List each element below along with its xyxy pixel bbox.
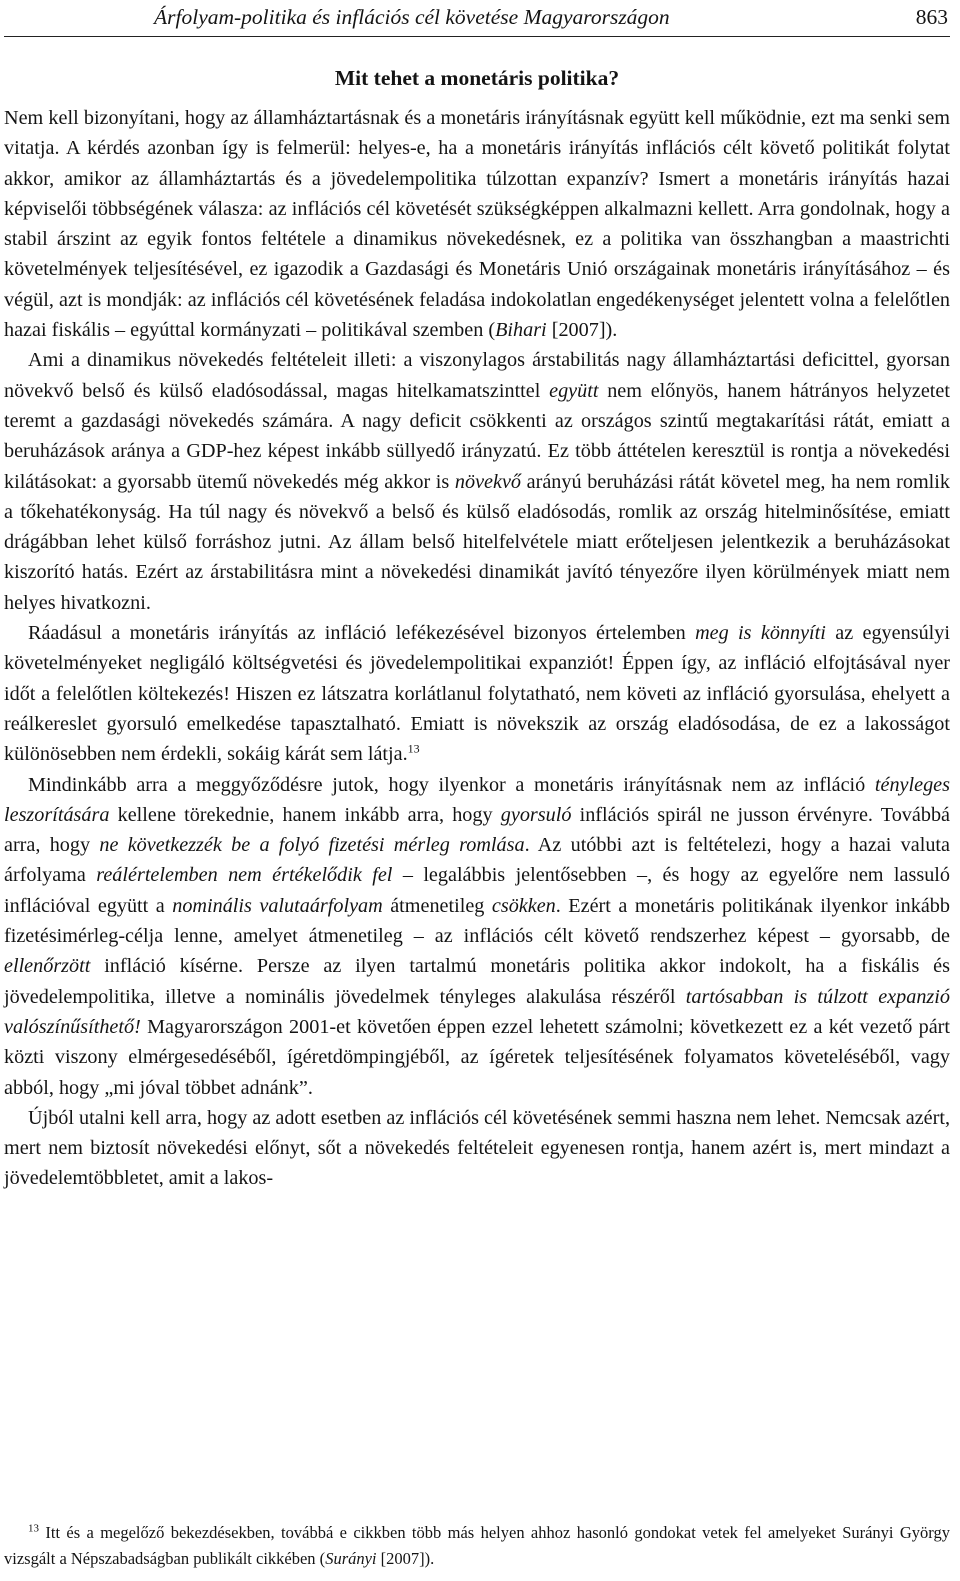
text-run: Itt és a megelőző bekezdésekben, továbbá e cikkben több más helyen ahhoz hasonló gondokat vetek fel amelyeket Surányi György vizsgált a Népszabadságban publikált cikkében (	[4, 1523, 950, 1568]
text-run: Nem kell bizonyítani, hogy az államháztartásnak és a monetáris irányításnak együtt kell működnie, ezt ma senki sem vitatja. A kérdés azonban így is felmerül: helyes-e, ha a monetáris irányítás inflációs célt követő politikát folytat akkor, amikor az államháztartás és a jövedelempolitika túlzottan expanzív? Ismert a monetáris irányítás hazai képviselői többségének válasza: az inflációs cél követését szükségképpen alkalmazni kellett. Arra gondolnak, hogy a stabil árszint az egyik fontos feltétele a dinamikus növekedésnek, ez a politika van összhangban a maastrichti követelmények teljesítésével, ez igazodik a Gazdasági és Monetáris Unió országainak monetáris irányításához – és végül, azt is mondják: az inflációs cél követésének feladása indokolatlan engedékenységet jelentett volna a felelőtlen hazai fiskális – egyúttal kormányzati – politikával szemben (	[4, 107, 950, 342]
running-title: Árfolyam-politika és inflációs cél követése Magyarországon	[154, 5, 670, 29]
footnote-ref: 13	[407, 741, 420, 756]
text-run: nem előnyös, hanem hátrányos helyzetet teremt a gazdasági növekedés számára. A nagy deficit csökkenti az országos szintű megtakarítási rátát, emiatt a beruházások aránya a GDP-hez képest inkább süllyedő irányzatú. Ez több áttételen keresztül is rontja a növekedési kilátásokat: a gyorsabb ütemű növekedés még akkor is	[4, 379, 950, 493]
paragraph	[4, 103, 950, 345]
section-title: Mit tehet a monetáris politika?	[334, 66, 620, 90]
text-run: . Ezért a monetáris politikának ilyenkor inkább fizetésimérleg-célja lenne, amelyet átmenetileg – az inflációs célt követő rendszerhez képest – gyorsabb, de	[4, 894, 950, 948]
text-run: inflációs spirál ne jusson érvényre. Továbbá arra, hogy	[4, 803, 950, 857]
text-run: Magyarországon 2001-et követően éppen ezzel lehetett számolni; következett ez a két vezető párt közti viszony elmérgesedéséből, ígéretdömpingjéből, az ígéretek teljesítésének folyamatos követeléséből, vagy abból, hogy „mi jóval többet adnánk”.	[4, 1015, 950, 1099]
text-run: Ráadásul a monetáris irányítás az infláció lefékezésével bizonyos értelemben	[28, 622, 696, 645]
emphasis-text: csökken	[491, 894, 556, 917]
page-number: 863	[915, 5, 948, 29]
emphasis-text: tényleges leszorítására	[4, 773, 950, 826]
text-run: . Az utóbbi azt is feltételezi, hogy a hazai valuta árfolyama	[4, 834, 951, 887]
paragraph	[4, 770, 950, 1103]
emphasis-text: Bihari	[495, 319, 547, 342]
emphasis-text: együtt	[549, 379, 599, 402]
footnote-area	[4, 1520, 950, 1572]
text-run: Újból utalni kell arra, hogy az adott esetben az inflációs cél követésének semmi haszna nem lehet. Nemcsak azért, mert nem biztosít növekedési előnyt, sőt a növekedés feltételeit egyenesen rontja, hanem azért is, mert mindazt a jövedelemtöbbletet, amit a lakos-	[4, 1106, 950, 1190]
emphasis-text: Surányi	[325, 1549, 377, 1568]
emphasis-text: növekvő	[454, 470, 522, 493]
emphasis-text: reálértelemben nem értékelődik fel	[96, 864, 393, 887]
body-text	[4, 103, 950, 1194]
text-run: Ami a dinamikus növekedés feltételeit illeti: a viszonylagos árstabilitás nagy államháztartási deficittel, gyorsan növekvő belső és külső eladósodással, magas hitelkamatszinttel	[4, 349, 950, 402]
running-head	[4, 0, 950, 37]
text-run: infláció kísérne. Persze az ilyen tartalmú monetáris politika akkor indokolt, ha a fiskális és jövedelempolitika, illetve a nominális jövedelmek tényleges alakulása részéről	[4, 955, 950, 1008]
footnote-number: 13	[28, 1522, 39, 1535]
footnote	[4, 1520, 950, 1572]
paragraph	[4, 1103, 950, 1194]
emphasis-text: meg is könnyíti	[695, 622, 826, 645]
text-run: Mindinkább arra a meggyőződésre jutok, hogy ilyenkor a monetáris irányításnak nem az infláció	[28, 773, 875, 796]
paragraph	[4, 345, 950, 618]
text-run: [2007]).	[546, 319, 618, 342]
emphasis-text: tartósabban is túlzott expanzió valószínűsíthető!	[4, 985, 950, 1038]
text-run: [2007]).	[376, 1549, 435, 1568]
text-run: arányú beruházási rátát követel meg, ha nem romlik a tőkehatékonyság. Ha túl nagy és növekvő a belső és külső eladósodás, romlik az ország hitelminősítése, emiatt drágábban lehet külső forráshoz jutni. Az állam belső hitelfelvétele miatt erőteljesen jelentkezik a beruházásokat kiszorító hatás. Ezért az árstabilitásra mint a növekedési dinamikát javító tényezőre ilyen körülmények miatt nem helyes hivatkozni.	[4, 470, 950, 614]
emphasis-text: nominális valutaárfolyam	[172, 894, 383, 917]
emphasis-text: ne következzék be a folyó fizetési mérleg romlása	[99, 834, 525, 857]
text-run: kellene törekednie, hanem inkább arra, hogy	[109, 803, 501, 826]
emphasis-text: gyorsuló	[500, 803, 572, 826]
emphasis-text: ellenőrzött	[4, 955, 91, 978]
text-run: – legalábbis jelentősebben –, és hogy az egyelőre nem lassuló inflációval együtt a	[4, 864, 951, 917]
paragraph	[4, 618, 950, 769]
text-run: átmenetileg	[382, 894, 492, 917]
text-run: az egyensúlyi követelményeket negligáló költségvetési és jövedelempolitikai expanziót! Éppen így, az infláció elfojtásával nyer időt a felelőtlen költekezés! Hiszen ez látszatra korlátlanul folytatható, nem követi az infláció gyorsulása, ehelyett a reálkereslet gyorsuló emelkedése tapasztalható. Emiatt is növekszik az ország eladósodása, de ez a lakosságot különösebben nem érdekli, sokáig kárát sem látja.	[4, 622, 950, 766]
page	[4, 0, 950, 1194]
